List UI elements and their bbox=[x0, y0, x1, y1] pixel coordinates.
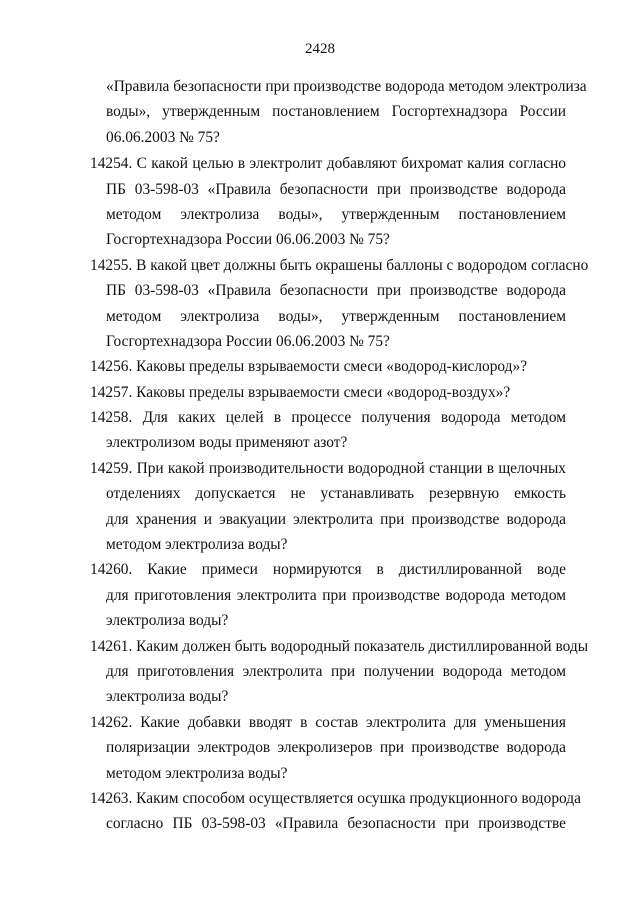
question-line: 14260. Какие примеси нормируются в дистиллированной воде bbox=[90, 561, 566, 579]
question-line: поляризации электродов элекролизеров при производстве водорода bbox=[106, 739, 566, 757]
question-line: Госгортехнадзора России 06.06.2003 № 75? bbox=[106, 231, 390, 249]
question-line: Госгортехнадзора России 06.06.2003 № 75? bbox=[106, 332, 390, 350]
question-line: 14259. При какой производительности водородной станции в щелочных bbox=[90, 459, 566, 477]
question-14255 bbox=[90, 253, 589, 355]
question-14260 bbox=[90, 557, 566, 633]
question-line: 14258. Для каких целей в процессе получения водорода методом bbox=[90, 409, 566, 427]
page-number: 2428 bbox=[305, 41, 335, 57]
question-14262 bbox=[90, 710, 566, 786]
question-14256 bbox=[90, 354, 566, 379]
question-14254 bbox=[90, 151, 566, 253]
document-body bbox=[90, 74, 589, 837]
question-line: электролиза воды? bbox=[106, 688, 229, 706]
intro-paragraph bbox=[90, 74, 587, 150]
question-14261 bbox=[90, 634, 589, 710]
question-line: отделениях допускается не устанавливать резервную емкость bbox=[106, 485, 566, 503]
question-line: ПБ 03-598-03 «Правила безопасности при производстве водорода bbox=[106, 282, 566, 300]
question-14259 bbox=[90, 456, 566, 558]
question-line: 14257. Каковы пределы взрываемости смеси «водород-воздух»? bbox=[90, 383, 511, 401]
question-line: 14263. Каким способом осуществляется осушка продукционного водорода bbox=[90, 789, 581, 807]
question-line: методом электролиза воды? bbox=[106, 764, 288, 782]
question-line: 14261. Каким должен быть водородный показатель дистиллированной воды bbox=[90, 637, 589, 655]
question-14258 bbox=[90, 405, 566, 456]
question-14257 bbox=[90, 380, 566, 405]
question-line: ПБ 03-598-03 «Правила безопасности при производстве водорода bbox=[106, 180, 566, 198]
question-line: 14262. Какие добавки вводят в состав электролита для уменьшения bbox=[90, 713, 566, 731]
question-line: для хранения и эвакуации электролита при производстве водорода bbox=[106, 510, 566, 528]
question-line: 14254. С какой целью в электролит добавляют бихромат калия согласно bbox=[90, 155, 566, 173]
question-14263 bbox=[90, 786, 581, 837]
question-line: методом электролиза воды? bbox=[106, 536, 288, 554]
question-line: 14256. Каковы пределы взрываемости смеси «водород-кислород»? bbox=[90, 358, 528, 376]
intro-line: 06.06.2003 № 75? bbox=[106, 128, 220, 146]
question-line: методом электролиза воды», утвержденным постановлением bbox=[106, 307, 566, 325]
question-line: электролизом воды применяют азот? bbox=[106, 434, 348, 452]
intro-line: «Правила безопасности при производстве водорода методом электролиза bbox=[106, 78, 587, 95]
question-line: для приготовления электролита при производстве водорода методом bbox=[106, 586, 566, 604]
question-line: электролиза воды? bbox=[106, 612, 229, 630]
question-line: методом электролиза воды», утвержденным постановлением bbox=[106, 205, 566, 223]
question-line: 14255. В какой цвет должны быть окрашены баллоны с водородом согласно bbox=[90, 256, 589, 274]
question-line: согласно ПБ 03-598-03 «Правила безопасности при производстве bbox=[106, 815, 566, 833]
intro-line: воды», утвержденным постановлением Госгортехнадзора России bbox=[106, 103, 566, 121]
question-line: для приготовления электролита при получении водорода методом bbox=[106, 662, 566, 680]
